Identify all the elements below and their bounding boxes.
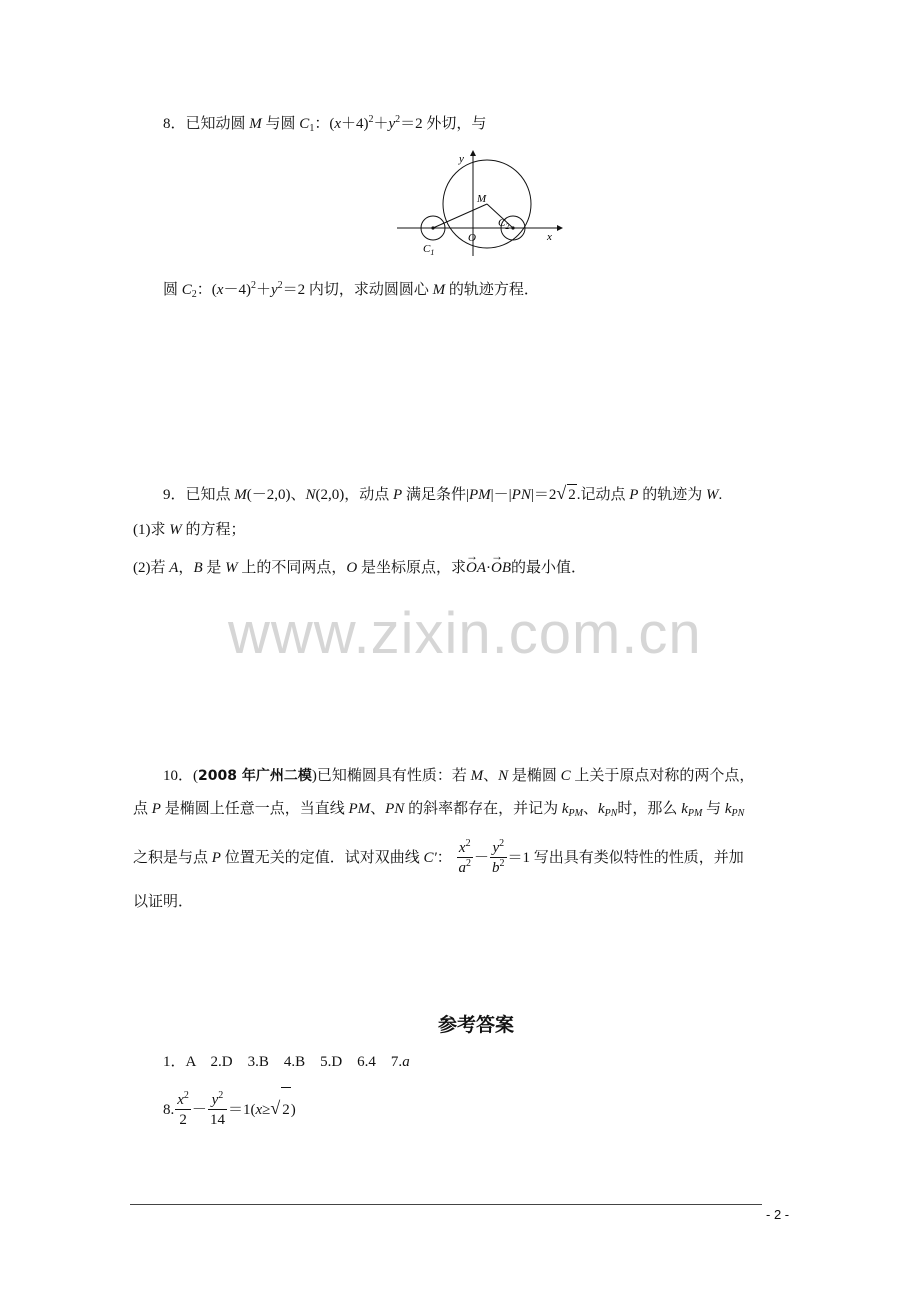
point-c2	[511, 226, 514, 229]
label-o: O	[468, 232, 476, 244]
label-y: y	[459, 153, 464, 165]
label-c1: $C_1$	[423, 243, 435, 257]
q10-line1: 10．(2008 年广州二模)已知椭圆具有性质：若 M、N 是椭圆 C 上关于原点对称的两个点，	[163, 768, 755, 784]
fraction-x2-2: $\frac{x^2}{2}$	[177, 1090, 189, 1129]
q8-figure	[395, 148, 565, 260]
label-m: M	[477, 193, 487, 205]
q10-line2: 点 P 是椭圆上任意一点，当直线 PM、PN 的斜率都存在，并记为 $k_{PM}$、$k_{PN}$时，那么 $k_{PM}$ 与 $k_{PN}$	[133, 801, 745, 819]
fraction-x2-a2: $\frac{x^2}{a^2}$	[458, 838, 472, 877]
page-number: - 2 -	[766, 1207, 790, 1222]
fraction-y2-14: $\frac{y^2}{14}$	[209, 1090, 225, 1129]
point-c1	[431, 226, 434, 229]
q10-line3: 之积是与点 P 位置无关的定值．试对双曲线 C′： $\frac{x^2}{a^2}$ － $\frac{y^2}{b^2}$ ＝1 写出具有类似特性的性质，并加	[133, 838, 744, 877]
y-axis-arrow	[470, 150, 476, 156]
fraction-y2-b2: $\frac{y^2}{b^2}$	[492, 838, 505, 877]
label-c2: $C_2$	[498, 217, 510, 231]
q10-line4: 以证明．	[133, 894, 194, 910]
q8-number: 8．	[163, 116, 186, 132]
vector-ob: → OB	[491, 558, 511, 578]
label-x: x	[547, 231, 552, 243]
watermark: www.zixin.com.cn	[228, 601, 702, 666]
q9-line1: 9．已知点 M(－2,0)、N(2,0)，动点 P 满足条件|PM|－|PN|＝2√ 2.记动点 P 的轨迹为 W.	[163, 483, 723, 503]
footer-divider	[130, 1204, 762, 1205]
segment-c1-m	[433, 204, 487, 228]
q8-line1: 8．已知动圆 M 与圆 $C_1$：$(x+4)^2+y^2=2$ 外切，与	[163, 114, 487, 134]
q9-part1: (1)求 W 的方程；	[133, 522, 246, 538]
q8-line2: 圆 $C_2$：$(x-4)^2+y^2=2$ 内切，求动圆圆心 M 的轨迹方程．	[163, 280, 539, 300]
answers-line8: 8. $\frac{x^2}{2}$ － $\frac{y^2}{14}$ ＝1(x≥√ 2)	[163, 1086, 296, 1132]
x-axis-arrow	[557, 225, 563, 231]
q9-part2: (2)若 A，B 是 W 上的不同两点，O 是坐标原点，求→ OA·→ OB的最小值．	[133, 558, 586, 578]
vector-oa: → OA	[466, 558, 486, 578]
answers-line1: 1．A 2.D 3.B 4.B 5.D 6.4 7.a	[163, 1054, 410, 1070]
answers-heading: 参考答案	[438, 1014, 515, 1036]
